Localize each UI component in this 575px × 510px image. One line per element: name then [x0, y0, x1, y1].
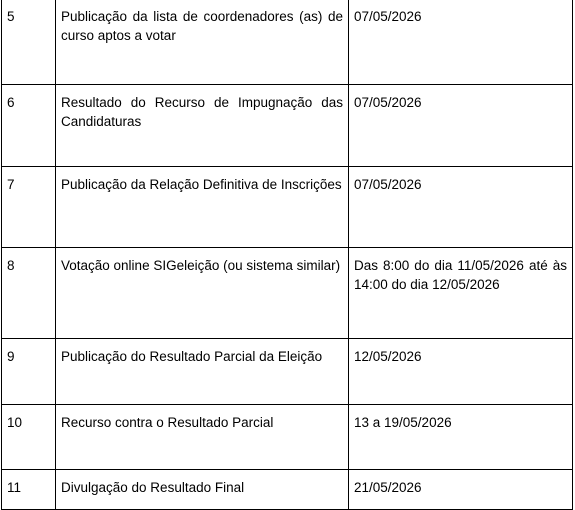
step-description: Publicação da Relação Definitiva de Inscrições [56, 167, 349, 248]
step-description: Votação online SIGeleição (ou sistema similar) [56, 248, 349, 339]
step-date: 07/05/2026 [349, 167, 573, 248]
step-number: 6 [2, 85, 56, 167]
step-number: 7 [2, 167, 56, 248]
table-row [2, 339, 573, 405]
step-date: Das 8:00 do dia 11/05/2026 até às 14:00 do dia 12/05/2026 [349, 248, 573, 339]
step-date: 21/05/2026 [349, 470, 573, 510]
step-number: 10 [2, 405, 56, 470]
table-row [2, 0, 573, 85]
step-number: 11 [2, 470, 56, 510]
step-date: 07/05/2026 [349, 85, 573, 167]
step-number: 5 [2, 0, 56, 85]
step-description: Publicação da lista de coordenadores (as) de curso aptos a votar [56, 0, 349, 85]
table-row [2, 405, 573, 470]
table-row [2, 85, 573, 167]
table-row [2, 470, 573, 510]
step-description: Publicação do Resultado Parcial da Eleição [56, 339, 349, 405]
step-description: Resultado do Recurso de Impugnação das Candidaturas [56, 85, 349, 167]
step-description: Divulgação do Resultado Final [56, 470, 349, 510]
step-date: 13 a 19/05/2026 [349, 405, 573, 470]
step-date: 07/05/2026 [349, 0, 573, 85]
schedule-table [1, 0, 573, 510]
step-number: 9 [2, 339, 56, 405]
table-row [2, 167, 573, 248]
step-number: 8 [2, 248, 56, 339]
step-description: Recurso contra o Resultado Parcial [56, 405, 349, 470]
step-date: 12/05/2026 [349, 339, 573, 405]
table-row [2, 248, 573, 339]
